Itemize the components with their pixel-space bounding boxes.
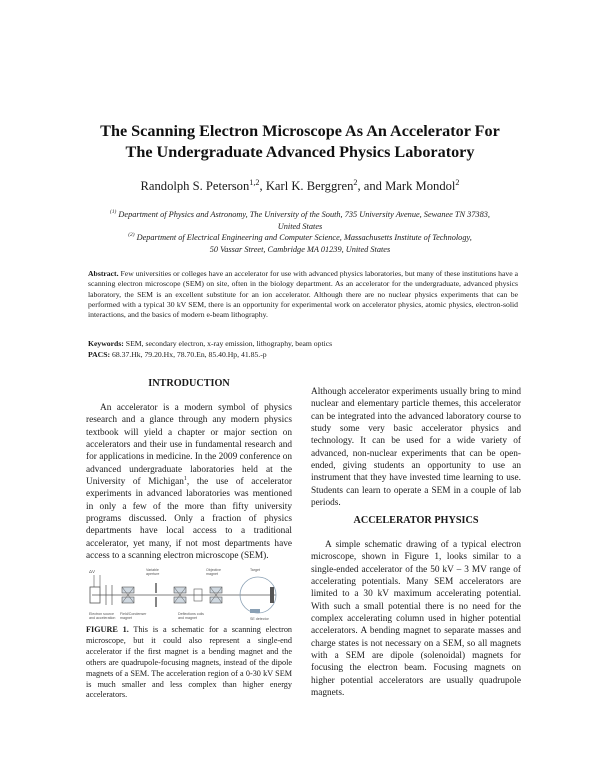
title-line-2: The Undergraduate Advanced Physics Laboratory [125,143,475,161]
keywords-label: Keywords: [88,339,124,348]
svg-text:and magnet: and magnet [178,616,197,620]
accelerator-physics-heading: ACCELERATOR PHYSICS [353,515,479,526]
intro-paragraph [86,402,292,562]
right-column [311,386,521,509]
author-3-affil: 2 [455,177,460,187]
abstract [88,269,518,320]
affil-marker-1: (1) [110,209,117,216]
svg-text:SE detector: SE detector [250,617,269,621]
keywords-text: SEM, secondary electron, x-ray emission, lithography, beam optics [123,339,333,348]
svg-text:Target: Target [250,568,260,572]
author-2-affil: 2 [353,177,358,187]
dv-label: ΔV [89,569,96,574]
paper-title [60,121,540,163]
se-detector [250,609,260,613]
intro-footnote-ref: 1 [183,475,187,482]
svg-text:magnet: magnet [206,572,218,576]
abstract-label: Abstract. [88,269,119,278]
affil-marker-2: (2) [128,232,135,239]
author-1: Randolph S. Peterson [140,179,250,193]
figure-1-schematic [86,563,296,623]
pacs-label: PACS: [88,349,111,359]
field-magnet-top [122,587,134,593]
author-2: , Karl K. Berggren [259,179,354,193]
author-1-affil: 1,2 [249,177,260,187]
author-list [60,178,540,194]
figure-1-caption-text: This is a schematic for a scanning electron microscope, but it could also represent a single-end accelerator if the first magnet is a bending magnet and the others are quadrupole-focusing magnets, instead of the dipole magnets of a SEM. The acceleration region of a 0-30 kV SEM is much smaller and less complex than higher energy accelerators. [86,625,293,700]
target [270,587,274,603]
svg-text:aperture: aperture [146,572,160,576]
intro-heading: INTRODUCTION [148,378,230,389]
intro-text-b: , the use of accelerator experiments in advanced laboratories was mentioned in only a few of the more than fifty university programs discussed. Only a fraction of physics departments have local access to a traditional accelerator, yet many, if not most departments have access to a scanning electron microscope (SEM). [86,477,292,562]
keywords-block [88,339,518,360]
svg-text:Electron source: Electron source [89,612,114,616]
affiliation-1: Department of Physics and Astronomy, The University of the South, 735 University Avenue, Sewanee TN 37383, [116,210,490,219]
affiliation-1-cont: United States [277,221,323,231]
svg-text:Field/Condenser: Field/Condenser [120,612,147,616]
affiliations [40,209,560,255]
affiliation-2: Department of Electrical Engineering and Computer Science, Massachusetts Institute of Technology, [134,233,472,242]
pacs-text: 68.37.Hk, 79.20.Hx, 78.70.En, 85.40.Hp, 41.85.-p [110,349,267,359]
intro-continued-paragraph: Although accelerator experiments usually bring to mind nuclear and elementary particle themes, this accelerator can be integrated into the advanced laboratory course to study some very basic accelerator physics and technology. It can be used for a wide variety of advanced, non-nuclear experiments that can be open-ended, giving students an opportunity to use an instrument that they have invested time learning to use. Students can learn to operate a SEM in a couple of lab periods. [311,387,521,509]
field-magnet-bottom [122,597,134,603]
affiliation-2-cont: 50 Vassar Street, Cambridge MA 01239, United States [209,244,391,254]
svg-text:Deflections coils: Deflections coils [178,612,204,616]
figure-1-caption [86,625,292,701]
figure-1-label: FIGURE 1. [86,625,129,634]
title-line-1: The Scanning Electron Microscope As An Accelerator For [100,122,500,140]
svg-text:magnet: magnet [120,616,132,620]
accelerator-physics-text: A simple schematic drawing of a typical electron microscope, shown in Figure 1, looks similar to a single-ended accelerator of the 50 kV – 3 MV range of accelerating potentials. Many SEM accelerators are limited to a 30 kV maximum accelerating potential. With such a small potential there is no need for the complex accelerating column used in higher potential accelerators. A bending magnet to separate masses and charge states is not necessary on a SEM, so all magnets with a SEM are dipole (solenoidal) magnets for focusing the electron beam. Focusing magnets on higher potential accelerators are usually quadrupole magnets. [311,540,521,699]
svg-text:Objective: Objective [206,568,221,572]
intro-text-a: An accelerator is a modern symbol of physics research and a glance through any modern physics textbook will yield a chapter or major section on accelerators and their use in fundamental research and for applications in medicine. In the 2009 conference on advanced undergraduate laboratories held at the University of Michigan [86,403,292,488]
svg-text:Variable: Variable [146,568,159,572]
accelerator-physics-paragraph [311,539,521,699]
sem-schematic-svg [86,563,296,623]
svg-text:and acceleration: and acceleration [89,616,116,620]
author-3: , and Mark Mondol [357,179,456,193]
abstract-text: Few universities or colleges have an accelerator for use with advanced physics laboratories, but many of these institutions have a scanning electron microscope (SEM) on site, often in the biology department. As an accelerator for the undergraduate, advanced physics laboratory, the SEM is an excellent substitute for an ion accelerator. Although there are no nuclear physics experiments that can be performed with a typical 30 kV SEM, there is an opportunity for experimental work on accelerator physics, atomic physics, electron-solid interactions, and the basics of modern e-beam lithography. [88,269,518,320]
